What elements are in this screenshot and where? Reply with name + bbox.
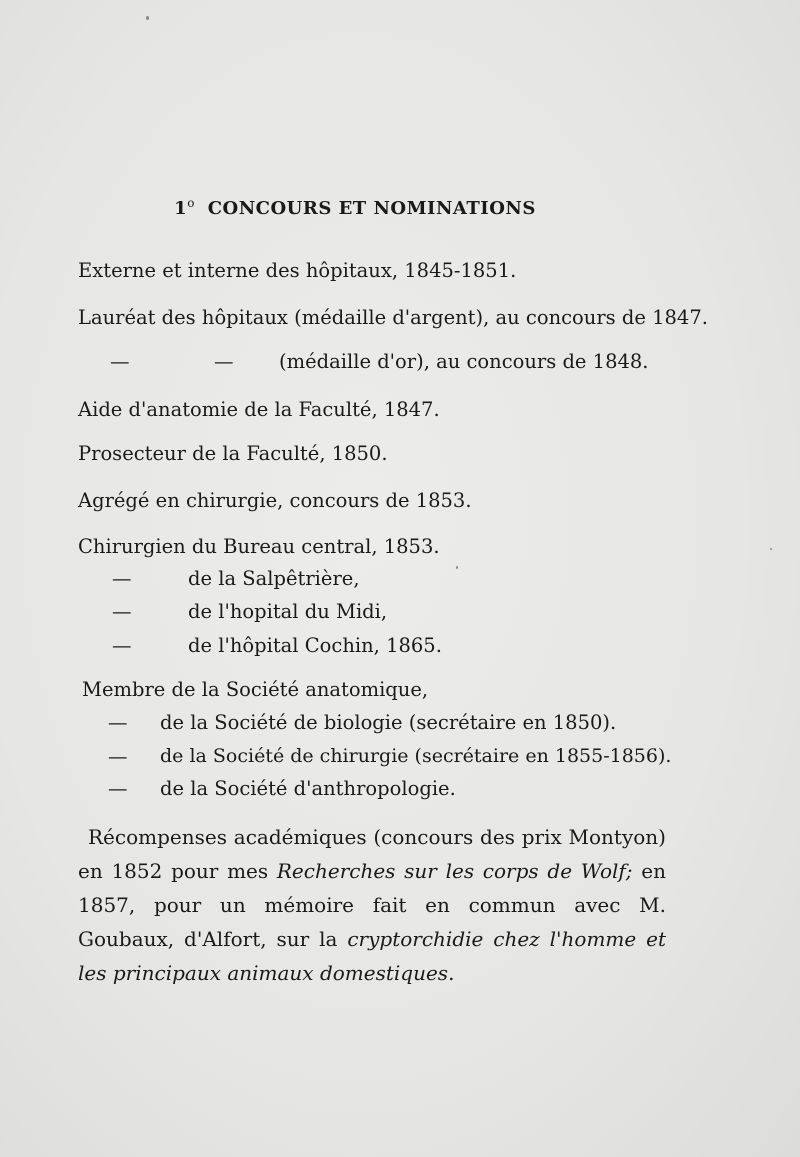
entry-laureat: Lauréat des hôpitaux (médaille d'argent), au concours de 1847. [78,306,708,329]
entry-externe: Externe et interne des hôpitaux, 1845-1851. [78,259,517,282]
entry-salpetriere: de la Salpêtrière, [188,567,360,590]
entry-chirurgien: Chirurgien du Bureau central, 1853. [78,535,440,558]
ditto-dash: — [108,777,128,800]
ditto-dash: — [214,350,234,373]
entry-cochin: de l'hôpital Cochin, 1865. [188,634,442,657]
ditto-dash: — [108,711,128,734]
ditto-dash: — [112,634,132,657]
entry-membre: Membre de la Société anatomique, [82,678,429,701]
recompenses-text-1: Récompenses académiques (concours des prix Montyon) en 1852 pour mes [78,825,666,883]
ditto-dash: — [108,745,128,768]
entry-laureat-or: (médaille d'or), au concours de 1848. [279,350,649,373]
entry-prosecteur: Prosecteur de la Faculté, 1850. [78,442,388,465]
recompenses-italic-2: cryptorchidie chez l'homme et les principaux animaux domestiques [78,927,666,985]
print-speck [770,548,772,550]
ditto-dash: — [112,600,132,623]
print-speck [456,566,458,569]
section-heading [0,196,710,219]
print-speck [146,16,149,20]
heading-degree: o [187,196,195,210]
entry-biologie: de la Société de biologie (secrétaire en 1850). [160,711,617,734]
heading-title: CONCOURS ET NOMINATIONS [207,198,536,219]
ditto-dash: — [112,567,132,590]
ditto-dash: — [110,350,130,373]
recompenses-italic-1: Recherches sur les corps de Wolf; [276,859,633,883]
entry-chirurgie: de la Société de chirurgie (secrétaire en 1855-1856). [160,745,672,767]
heading-number: 1 [174,198,188,219]
recompenses-text-2: en 1857, pour un mémoire fait en commun avec M. Goubaux, d'Alfort, sur la [78,859,666,951]
entry-midi: de l'hopital du Midi, [188,600,388,623]
recompenses-paragraph [78,820,666,990]
entry-aide: Aide d'anatomie de la Faculté, 1847. [78,398,440,421]
entry-agrege: Agrégé en chirurgie, concours de 1853. [78,489,472,512]
recompenses-text-3: . [448,961,455,985]
entry-anthropologie: de la Société d'anthropologie. [160,777,456,800]
